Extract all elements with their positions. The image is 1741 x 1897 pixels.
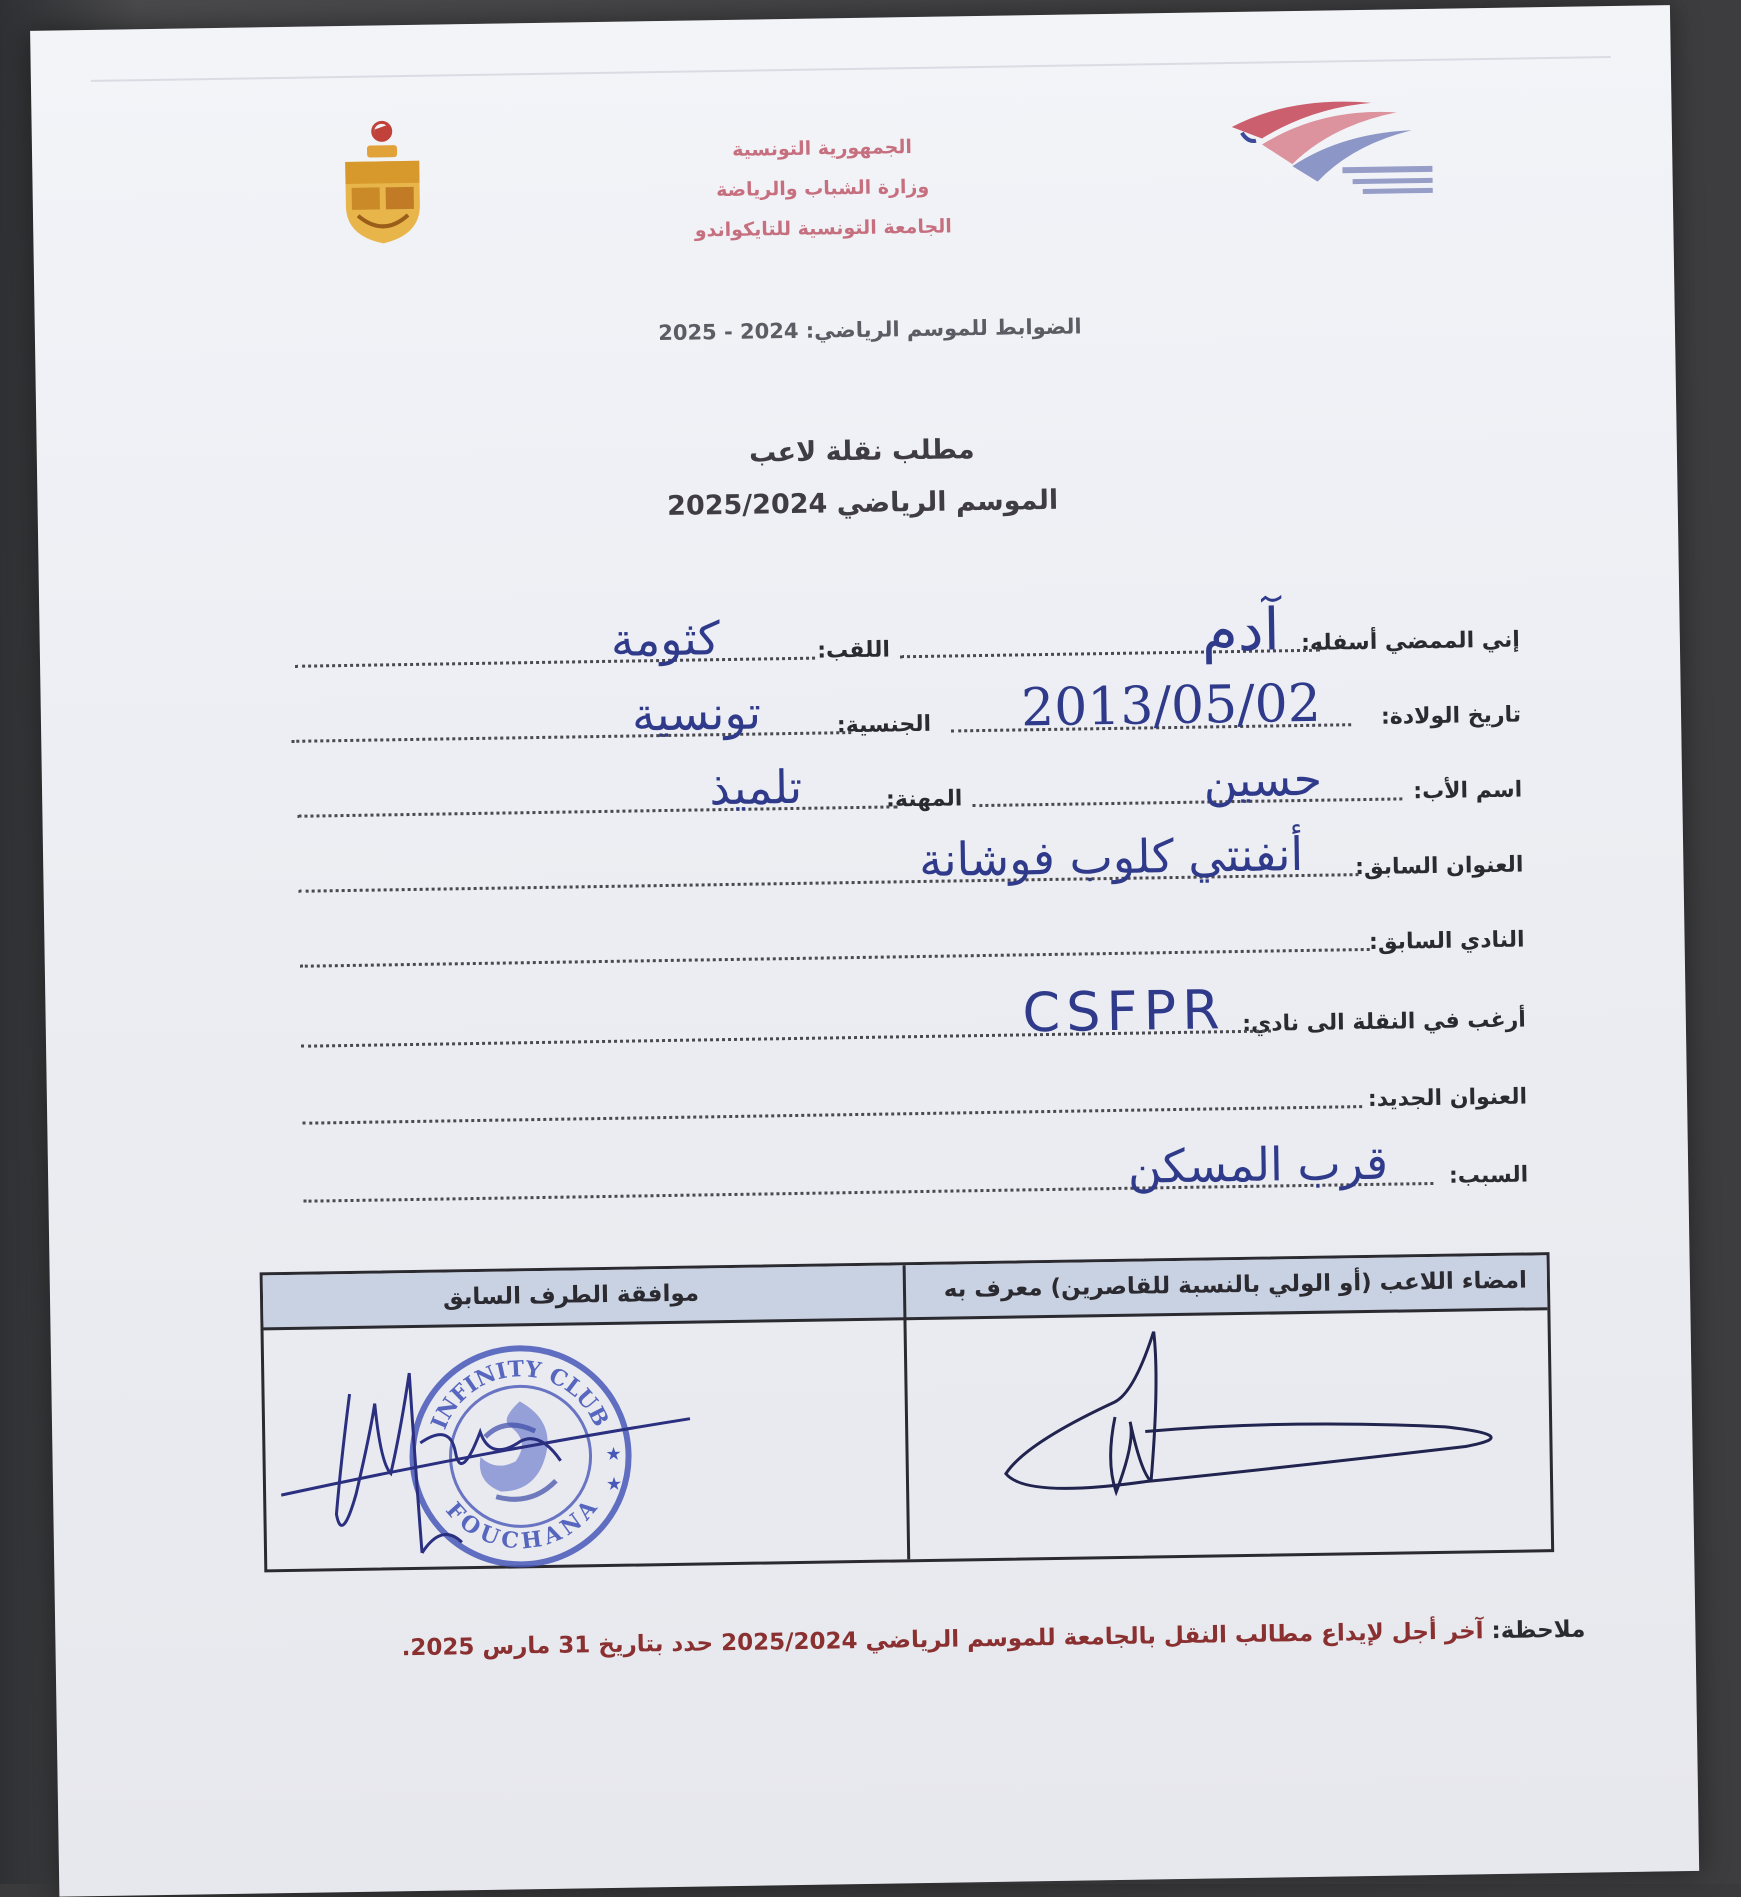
surname-label: اللقب: [817,637,891,664]
federation-logo-icon [1221,84,1443,207]
header-previous-approval: موافقة الطرف السابق [442,1280,700,1311]
page-title: مطلب نقلة لاعب [748,434,975,469]
form-row-new-address [297,1070,1528,1135]
transfer-label: أرغب في النقلة الى نادي: [1242,1007,1527,1037]
signature-table [260,1252,1555,1572]
form-row-name [290,595,1521,678]
header-line-ministry: وزارة الشباب والرياضة [715,175,930,202]
surname-value: كثومة [610,611,721,667]
father-label: اسم الأب: [1413,777,1523,805]
profession-label: المهنة: [885,786,963,813]
previous-party-signature-icon [278,1309,702,1576]
svg-text:★: ★ [605,1443,622,1466]
nationality-label: الجنسية: [836,711,932,739]
prev-club-label: النادي السابق: [1368,927,1525,955]
reason-value: قرب المسكن [1127,1135,1389,1194]
signatory-value: آدم [1201,595,1281,665]
document-reference: الضوابط للموسم الرياضي: 2024 - 2025 [658,314,1082,346]
form-row-prev-address [293,826,1524,903]
new-address-line [302,1105,1362,1125]
form-row-transfer [296,978,1527,1058]
nationality-line [291,731,851,743]
surname-line [295,657,815,668]
tunisia-emblem-icon [337,117,429,246]
deadline-note [401,1616,1586,1662]
signatory-label: إني الممضي أسفله: [1300,627,1521,656]
player-signature-icon [964,1326,1527,1515]
header-line-federation: الجامعة التونسية للتايكواندو [694,215,953,242]
nationality-value: تونسية [631,685,762,742]
document-page [30,5,1699,1897]
new-address-label: العنوان الجديد: [1367,1084,1528,1112]
prev-club-line [300,948,1370,968]
page-top-rule [91,56,1611,82]
reason-label: السبب: [1448,1162,1529,1189]
profession-value: تلميذ [709,759,803,816]
svg-text:★: ★ [605,1473,623,1496]
birthdate-label: تاريخ الولادة: [1380,702,1522,730]
stamp-top-text: INFINITY CLUB [426,1356,614,1433]
stamp-bottom-text: FOUCHANA [440,1495,603,1555]
season-subtitle: الموسم الرياضي 2025/2024 [666,484,1059,522]
note-label: ملاحظة: [1491,1616,1586,1645]
transfer-value: CSFPR [1022,978,1227,1045]
form-row-reason [298,1135,1529,1212]
prev-address-value: أنفنتي كلوب فوشانة [918,826,1304,888]
header-player-signature: امضاء اللاعب (أو الولي بالنسبة للقاصرين) معرف به [943,1267,1528,1303]
form-row-father [292,751,1523,828]
prev-address-label: العنوان السابق: [1354,852,1524,881]
note-text: آخر أجل لإيداع مطالب النقل بالجامعة للموسم الرياضي 2025/2024 حدد بتاريخ 31 مارس 2025. [401,1618,1484,1662]
header-line-republic: الجمهورية التونسية [731,136,913,161]
form-row-prev-club [294,913,1525,978]
birthdate-value: 2013/05/02 [1020,673,1322,739]
father-line [972,797,1402,807]
profession-line [297,805,897,817]
ministry-header [672,126,974,251]
father-value: حسين [1203,751,1323,808]
form-row-birth [291,673,1522,753]
